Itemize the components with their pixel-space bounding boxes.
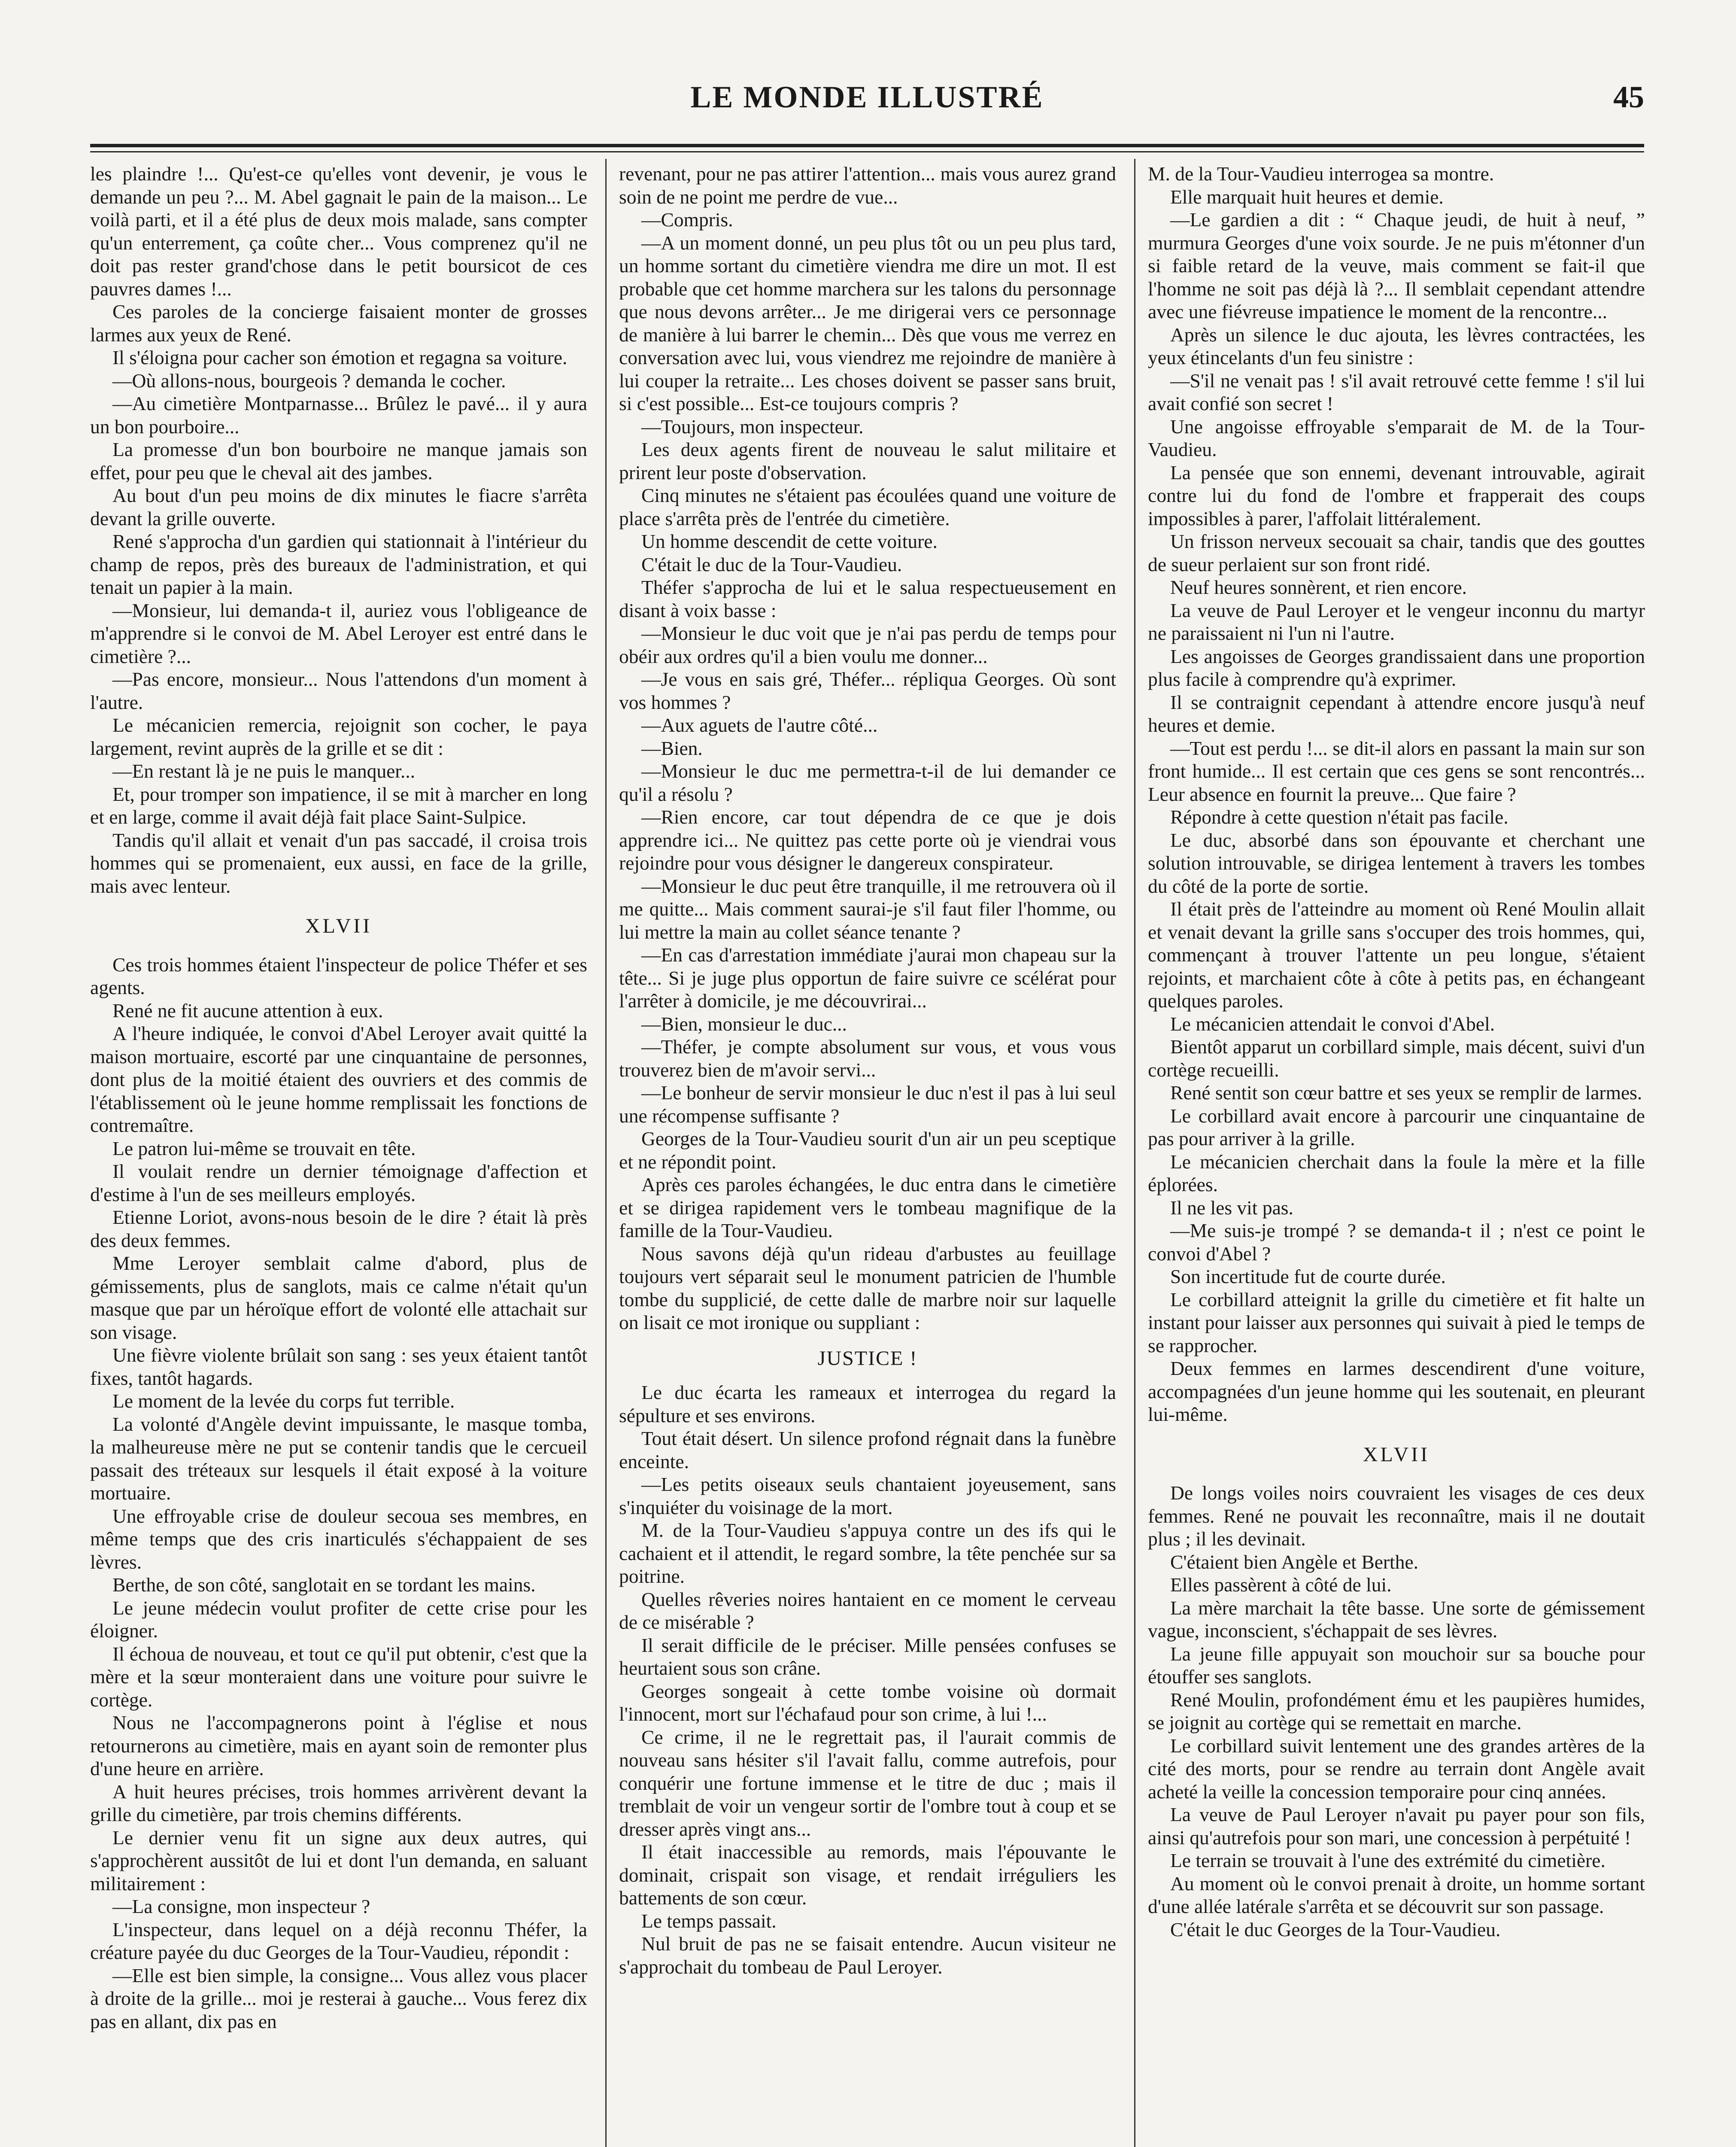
paragraph: Un frisson nerveux secouait sa chair, tandis que des gouttes de sueur perlaient sur son front ridé.	[1148, 530, 1645, 575]
paragraph: M. de la Tour-Vaudieu s'appuya contre un des ifs qui le cachaient et il attendit, le regard sombre, la tête penchée sur sa poitrine.	[619, 1519, 1116, 1587]
paragraph: Le terrain se trouvait à l'une des extrémité du cimetière.	[1170, 1849, 1605, 1871]
paragraph: Mme Leroyer semblait calme d'abord, plus de gémissements, plus de sanglots, mais ce calme n'était qu'un masque que par un héroïque effort de volonté elle attachait sur son visage.	[90, 1252, 587, 1343]
paragraph: Il voulait rendre un dernier témoignage d'affection et d'estime à l'un de ses meilleurs employés.	[90, 1160, 587, 1205]
paragraph: Le mécanicien cherchait dans la foule la mère et la fille éplorées.	[1148, 1150, 1645, 1195]
paragraph: La veuve de Paul Leroyer n'avait pu payer pour son fils, ainsi qu'autrefois pour son mari, une concession à perpétuité !	[1148, 1803, 1645, 1849]
paragraph: —Monsieur le duc voit que je n'ai pas perdu de temps pour obéir aux ordres qu'il a bien voulu me donner...	[619, 622, 1116, 667]
paragraph: Ce crime, il ne le regrettait pas, il l'aurait commis de nouveau sans hésiter s'il l'avait fallu, comme autrefois, pour conquérir une fortune immense et le titre de duc ; mais il tremblait de voir un vengeur sortir de l'ombre tout à coup et se dresser après vingt ans...	[619, 1726, 1116, 1840]
paragraph: Le dernier venu fit un signe aux deux autres, qui s'approchèrent aussitôt de lui et dont l'un demanda, en saluant militairement :	[90, 1826, 587, 1895]
header-rule-thin	[90, 151, 1644, 152]
paragraph: Son incertitude fut de courte durée.	[1170, 1265, 1446, 1287]
paragraph: Le mécanicien remercia, rejoignit son cocher, le paya largement, revint auprès de la grille et se dit :	[90, 714, 587, 759]
paragraph: Et, pour tromper son impatience, il se mit à marcher en long et en large, comme il avait déjà fait place Saint-Sulpice.	[90, 783, 587, 828]
paragraph: Georges de la Tour-Vaudieu sourit d'un air un peu sceptique et ne répondit point.	[619, 1128, 1116, 1173]
paragraph: Une effroyable crise de douleur secoua ses membres, en même temps que des cris inarticulés s'échappaient de ses lèvres.	[90, 1505, 587, 1573]
paragraph: A huit heures précises, trois hommes arrivèrent devant la grille du cimetière, par trois chemins différents.	[90, 1780, 587, 1825]
column-divider	[1134, 159, 1135, 2147]
paragraph: —Au cimetière Montparnasse... Brûlez le pavé... il y aura un bon pourboire...	[90, 392, 587, 438]
paragraph: —Aux aguets de l'autre côté...	[641, 714, 878, 736]
paragraph: —Rien encore, car tout dépendra de ce que je dois apprendre ici... Ne quittez pas cette porte où je viendrai vous rejoindre pour vous désigner le dangereux conspirateur.	[619, 806, 1116, 874]
paragraph: —Bien, monsieur le duc...	[641, 1013, 847, 1035]
inscription-heading: JUSTICE !	[817, 1347, 918, 1370]
paragraph: —En cas d'arrestation immédiate j'aurai mon chapeau sur la tête... Si je juge plus opportun de faire suivre ce scélérat pour l'arrêter à domicile, je me découvrirai...	[619, 944, 1116, 1012]
paragraph: —Pas encore, monsieur... Nous l'attendons d'un moment à l'autre.	[90, 668, 587, 713]
paragraph: Quelles rêveries noires hantaient en ce moment le cerveau de ce misérable ?	[619, 1588, 1116, 1633]
paragraph: —Le bonheur de servir monsieur le duc n'est il pas à lui seul une récompense suffisante ?	[619, 1082, 1116, 1127]
paragraph: Le mécanicien attendait le convoi d'Abel.	[1170, 1013, 1495, 1035]
paragraph: C'était le duc de la Tour-Vaudieu.	[641, 553, 902, 575]
paragraph: C'étaient bien Angèle et Berthe.	[1170, 1551, 1419, 1573]
paragraph: Il était près de l'atteindre au moment où René Moulin allait et venait devant la grille sans s'occuper des trois hommes, qui, commençant à trouver l'attente un peu longue, s'étaient rejoints, et marchaient côte à côte à petits pas, en échangeant quelques paroles.	[1148, 898, 1645, 1012]
paragraph: —A un moment donné, un peu plus tôt ou un peu plus tard, un homme sortant du cimetière viendra me dire un mot. Il est probable que cet homme marchera sur les talons du personnage que nous devons arrêter... Je me dirigerai vers ce personnage de manière à lui barrer le chemin... Dès que vous me verrez en conversation avec lui, vous viendrez me rejoindre de manière à lui couper la retraite... Les choses doivent se passer sans bruit, si c'est possible... Est-ce toujours compris ?	[619, 231, 1116, 414]
paragraph: L'inspecteur, dans lequel on a déjà reconnu Théfer, la créature payée du duc Georges de la Tour-Vaudieu, répondit :	[90, 1918, 587, 1963]
paragraph: Répondre à cette question n'était pas facile.	[1170, 806, 1508, 828]
paragraph: Nul bruit de pas ne se faisait entendre. Aucun visiteur ne s'approchait du tombeau de Paul Leroyer.	[619, 1933, 1116, 1978]
paragraph: Il était inaccessible au remords, mais l'épouvante le dominait, crispait son visage, et rendait irréguliers les battements de son cœur.	[619, 1841, 1116, 1909]
paragraph: A l'heure indiquée, le convoi d'Abel Leroyer avait quitté la maison mortuaire, escorté par une cinquantaine de personnes, dont plus de la moitié étaient des ouvriers et des commis de l'établissement où le jeune homme remplissait les fonctions de contremaître.	[90, 1022, 587, 1136]
paragraph: Etienne Loriot, avons-nous besoin de le dire ? était là près des deux femmes.	[90, 1206, 587, 1251]
paragraph: Après ces paroles échangées, le duc entra dans le cimetière et se dirigea rapidement vers le tombeau magnifique de la famille de la Tour-Vaudieu.	[619, 1174, 1116, 1241]
text-column-1	[90, 162, 587, 2147]
paragraph: Berthe, de son côté, sanglotait en se tordant les mains.	[112, 1574, 536, 1596]
paragraph: La veuve de Paul Leroyer et le vengeur inconnu du martyr ne paraissaient ni l'un ni l'autre.	[1148, 599, 1645, 644]
paragraph: Il serait difficile de le préciser. Mille pensées confuses se heurtaient sous son crâne.	[619, 1634, 1116, 1679]
paragraph: Le duc, absorbé dans son épouvante et cherchant une solution introuvable, se dirigea lentement à travers les tombes du côté de la porte de sortie.	[1148, 829, 1645, 897]
paragraph: —Elle est bien simple, la consigne... Vous allez vous placer à droite de la grille... moi je resterai à gauche... Vous ferez dix pas en allant, dix pas en	[90, 1964, 587, 2032]
paragraph: —En restant là je ne puis le manquer...	[112, 760, 416, 782]
paragraph: Ces trois hommes étaient l'inspecteur de police Théfer et ses agents.	[90, 953, 587, 998]
paragraph: Théfer s'approcha de lui et le salua respectueusement en disant à voix basse :	[619, 576, 1116, 621]
paragraph: Le corbillard atteignit la grille du cimetière et fit halte un instant pour laisser aux personnes qui suivait à pied le temps de se rapprocher.	[1148, 1288, 1645, 1356]
paragraph: René s'approcha d'un gardien qui stationnait à l'intérieur du champ de repos, près des bureaux de l'administration, et qui tenait un papier à la main.	[90, 530, 587, 598]
paragraph: Un homme descendit de cette voiture.	[641, 530, 938, 552]
paragraph: —Compris.	[641, 209, 733, 231]
text-column-2	[619, 162, 1116, 2147]
paragraph: Au bout d'un peu moins de dix minutes le fiacre s'arrêta devant la grille ouverte.	[90, 484, 587, 529]
paragraph: —Les petits oiseaux seuls chantaient joyeusement, sans s'inquiéter du voisinage de la mort.	[619, 1473, 1116, 1518]
paragraph: La jeune fille appuyait son mouchoir sur sa bouche pour étouffer ses sanglots.	[1148, 1642, 1645, 1688]
paragraph: Au moment où le convoi prenait à droite, un homme sortant d'une allée latérale s'arrêta et se découvrit sur son passage.	[1148, 1872, 1645, 1917]
paragraph: Elles passèrent à côté de lui.	[1170, 1574, 1392, 1596]
paragraph: Le temps passait.	[641, 1910, 777, 1932]
paragraph: La promesse d'un bon bourboire ne manque jamais son effet, pour peu que le cheval ait des jambes.	[90, 438, 587, 484]
paragraph: René ne fit aucune attention à eux.	[112, 999, 383, 1022]
paragraph: La mère marchait la tête basse. Une sorte de gémissement vague, inconscient, s'échappait de ses lèvres.	[1148, 1597, 1645, 1642]
paragraph: Elle marquait huit heures et demie.	[1170, 186, 1444, 208]
paragraph: Deux femmes en larmes descendirent d'une voiture, accompagnées d'un jeune homme qui les soutenait, en pleurant lui-même.	[1148, 1357, 1645, 1425]
paragraph: —Bien.	[641, 737, 703, 759]
header-rule	[90, 144, 1644, 147]
text-column-3	[1148, 162, 1645, 2147]
paragraph: Le duc écarta les rameaux et interrogea du regard la sépulture et ses environs.	[619, 1381, 1116, 1426]
paragraph: Il ne les vit pas.	[1170, 1196, 1293, 1219]
paragraph: —Toujours, mon inspecteur.	[641, 415, 864, 438]
paragraph: Le corbillard avait encore à parcourir une cinquantaine de pas pour arriver à la grille.	[1148, 1104, 1645, 1150]
paragraph: Tandis qu'il allait et venait d'un pas saccadé, il croisa trois hommes qui se promenaient, eux aussi, en face de la grille, mais avec lenteur.	[90, 829, 587, 897]
paragraph: Le corbillard suivit lentement une des grandes artères de la cité des morts, pour se rendre au terrain dont Angèle avait acheté la veille la concession temporaire pour cinq années.	[1148, 1734, 1645, 1803]
paragraph: Georges songeait à cette tombe voisine où dormait l'innocent, mort sur l'échafaud pour son crime, à lui !...	[619, 1680, 1116, 1725]
paragraph: M. de la Tour-Vaudieu interrogea sa montre.	[1148, 163, 1494, 185]
paragraph: revenant, pour ne pas attirer l'attention... mais vous aurez grand soin de ne point me perdre de vue...	[619, 163, 1116, 208]
paragraph: —Où allons-nous, bourgeois ? demanda le cocher.	[112, 369, 506, 392]
paragraph: —Le gardien a dit : “ Chaque jeudi, de huit à neuf, ” murmura Georges d'une voix sourde. Je ne puis m'étonner d'un si faible retard de la veuve, mais comment se fait-il que l'homme ne soit pas déjà là ?... Il semblait cependant attendre avec une fiévreuse impatience le moment de la rencontre...	[1148, 209, 1645, 322]
column-divider	[605, 159, 607, 2147]
paragraph: Ces paroles de la concierge faisaient monter de grosses larmes aux yeux de René.	[90, 301, 587, 346]
paragraph: Cinq minutes ne s'étaient pas écoulées quand une voiture de place s'arrêta près de l'entrée du cimetière.	[619, 484, 1116, 529]
paragraph: les plaindre !... Qu'est-ce qu'elles vont devenir, je vous le demande un peu ?... M. Abel gagnait le pain de la maison... Le voilà parti, et il a été plus de deux mois malade, sans compter qu'un enterrement, ça coûte cher... Vous comprenez qu'il ne doit pas rester grand'chose dans le petit boursicot de ces pauvres dames !...	[90, 163, 587, 300]
paragraph: René sentit son cœur battre et ses yeux se remplir de larmes.	[1170, 1082, 1642, 1104]
paragraph: —Monsieur le duc peut être tranquille, il me retrouvera où il me quitte... Mais comment saurai-je s'il faut filer l'homme, ou lui mettre la main au collet séance tenante ?	[619, 875, 1116, 943]
masthead: LE MONDE ILLUSTRÉ	[690, 80, 1044, 114]
paragraph: La volonté d'Angèle devint impuissante, le masque tomba, la malheureuse mère ne put se contenir tandis que le cercueil passait des tréteaux sur lesquels il était exposé à la voiture mortuaire.	[90, 1413, 587, 1504]
chapter-heading: XLVII	[1363, 1443, 1430, 1466]
paragraph: —S'il ne venait pas ! s'il avait retrouvé cette femme ! s'il lui avait confié son secret !	[1148, 369, 1645, 414]
paragraph: —Tout est perdu !... se dit-il alors en passant la main sur son front humide... Il est certain que ces gens se sont rencontrés... Leur absence en fournit la preuve... Que faire ?	[1148, 737, 1645, 805]
paragraph: —Théfer, je compte absolument sur vous, et vous vous trouverez bien de m'avoir servi...	[619, 1036, 1116, 1081]
paragraph: Il s'éloigna pour cacher son émotion et regagna sa voiture.	[112, 347, 568, 368]
paragraph: —Me suis-je trompé ? se demanda-t il ; n'est ce point le convoi d'Abel ?	[1148, 1219, 1645, 1265]
paragraph: Les deux agents firent de nouveau le salut militaire et prirent leur poste d'observation.	[619, 438, 1116, 484]
paragraph: René Moulin, profondément ému et les paupières humides, se joignit au cortège qui se remettait en marche.	[1148, 1688, 1645, 1733]
paragraph: C'était le duc Georges de la Tour-Vaudieu.	[1170, 1918, 1501, 1940]
paragraph: Bientôt apparut un corbillard simple, mais décent, suivi d'un cortège recueilli.	[1148, 1036, 1645, 1081]
paragraph: De longs voiles noirs couvraient les visages de ces deux femmes. René ne pouvait les reconnaître, mais il ne doutait plus ; il les devinait.	[1148, 1482, 1645, 1550]
paragraph: —Monsieur, lui demanda-t il, auriez vous l'obligeance de m'apprendre si le convoi de M. Abel Leroyer est entré dans le cimetière ?...	[90, 599, 587, 667]
paragraph: Il échoua de nouveau, et tout ce qu'il put obtenir, c'est que la mère et la sœur monteraient dans une voiture pour suivre le cortège.	[90, 1642, 587, 1711]
paragraph: Nous savons déjà qu'un rideau d'arbustes au feuillage toujours vert séparait seul le monument patricien de l'humble tombe du supplicié, de cette dalle de marbre noir sur laquelle on lisait ce mot ironique ou suppliant :	[619, 1242, 1116, 1333]
paragraph: Tout était désert. Un silence profond régnait dans la funèbre enceinte.	[619, 1427, 1116, 1472]
paragraph: Nous ne l'accompagnerons point à l'église et nous retournerons au cimetière, mais en ayant soin de remonter plus d'une heure en arrière.	[90, 1712, 587, 1779]
paragraph: Les angoisses de Georges grandissaient dans une proportion plus facile à comprendre qu'à exprimer.	[1148, 645, 1645, 690]
paragraph: Le patron lui-même se trouvait en tête.	[112, 1137, 416, 1159]
paragraph: La pensée que son ennemi, devenant introuvable, agirait contre lui du fond de l'ombre et frapperait des coups impossibles à parer, l'affolait littéralement.	[1148, 461, 1645, 529]
page-number: 45	[1613, 80, 1644, 114]
paragraph: Après un silence le duc ajouta, les lèvres contractées, les yeux étincelants d'un feu sinistre :	[1148, 323, 1645, 368]
paragraph: Il se contraignit cependant à attendre encore jusqu'à neuf heures et demie.	[1148, 691, 1645, 736]
paragraph: Le moment de la levée du corps fut terrible.	[112, 1390, 455, 1412]
paragraph: —La consigne, mon inspecteur ?	[112, 1895, 370, 1917]
paragraph: —Monsieur le duc me permettra-t-il de lui demander ce qu'il a résolu ?	[619, 760, 1116, 805]
paragraph: Une angoisse effroyable s'emparait de M. de la Tour-Vaudieu.	[1148, 415, 1645, 460]
paragraph: Neuf heures sonnèrent, et rien encore.	[1170, 576, 1467, 598]
paragraph: —Je vous en sais gré, Théfer... répliqua Georges. Où sont vos hommes ?	[619, 668, 1116, 713]
page-header	[90, 75, 1644, 122]
chapter-heading: XLVII	[305, 915, 373, 937]
paragraph: Le jeune médecin voulut profiter de cette crise pour les éloigner.	[90, 1597, 587, 1642]
paragraph: Une fièvre violente brûlait son sang : ses yeux étaient tantôt fixes, tantôt hagards.	[90, 1344, 587, 1389]
